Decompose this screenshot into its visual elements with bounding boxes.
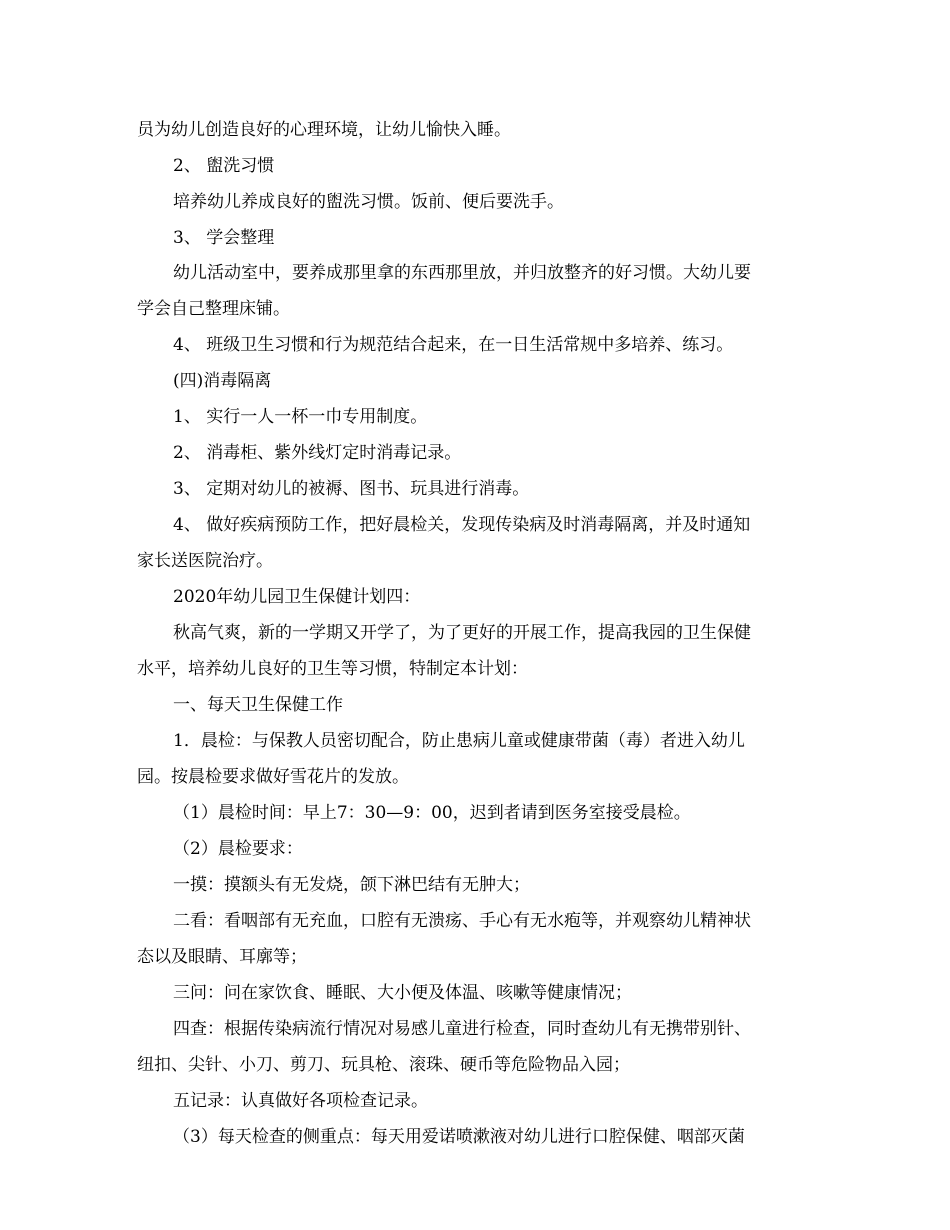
text-line: 四查：根据传染病流行情况对易感儿童进行检查，同时查幼儿有无携带别针、 — [173, 1019, 751, 1039]
text-line: 1．晨检：与保教人员密切配合，防止患病儿童或健康带菌（毒）者进入幼儿 — [173, 731, 745, 751]
text-line: 水平，培养幼儿良好的卫生等习惯，特制定本计划： — [137, 659, 528, 679]
text-line: 2、 消毒柜、紫外线灯定时消毒记录。 — [173, 443, 462, 463]
section-heading: 3、 学会整理 — [173, 228, 275, 248]
text-line: 园。按晨检要求做好雪花片的发放。 — [137, 767, 409, 787]
text-line: 学会自己整理床铺。 — [137, 299, 290, 319]
section-heading: (四)消毒隔离 — [173, 371, 272, 391]
section-heading: 2020年幼儿园卫生保健计划四： — [173, 587, 421, 607]
text-line: 五记录：认真做好各项检查记录。 — [173, 1091, 428, 1111]
section-heading: 一、每天卫生保健工作 — [173, 695, 343, 715]
text-line: 一摸：摸额头有无发烧，颌下淋巴结有无肿大； — [173, 875, 530, 895]
text-line: 二看：看咽部有无充血，口腔有无溃疡、手心有无水疱等，并观察幼儿精神状 — [173, 911, 751, 931]
text-line: 3、 定期对幼儿的被褥、图书、玩具进行消毒。 — [173, 479, 530, 499]
text-line: 三问：问在家饮食、睡眠、大小便及体温、咳嗽等健康情况； — [173, 983, 632, 1003]
text-line: 态以及眼睛、耳廓等； — [137, 947, 307, 967]
text-line: 秋高气爽，新的一学期又开学了，为了更好的开展工作，提高我园的卫生保健 — [173, 623, 751, 643]
text-line: 幼儿活动室中，要养成那里拿的东西那里放，并归放整齐的好习惯。大幼儿要 — [173, 263, 751, 283]
text-line: （1）晨检时间：早上7：30—9：00，迟到者请到医务室接受晨检。 — [173, 803, 691, 823]
text-line: 纽扣、尖针、小刀、剪刀、玩具枪、滚珠、硬币等危险物品入园； — [137, 1055, 630, 1075]
text-line: 员为幼儿创造良好的心理环境，让幼儿愉快入睡。 — [137, 120, 511, 140]
text-line: （2）晨检要求： — [173, 839, 303, 859]
text-line: 4、 班级卫生习惯和行为规范结合起来，在一日生活常规中多培养、练习。 — [173, 335, 734, 355]
text-line: 培养幼儿养成良好的盥洗习惯。饭前、便后要洗手。 — [173, 192, 564, 212]
text-line: 家长送医院治疗。 — [137, 551, 273, 571]
text-line: 1、 实行一人一杯一巾专用制度。 — [173, 407, 428, 427]
text-line: （3）每天检查的侧重点：每天用爱诺喷漱液对幼儿进行口腔保健、咽部灭菌 — [173, 1127, 745, 1147]
text-line: 4、 做好疾病预防工作，把好晨检关，发现传染病及时消毒隔离，并及时通知 — [173, 515, 751, 535]
section-heading: 2、 盥洗习惯 — [173, 156, 275, 176]
